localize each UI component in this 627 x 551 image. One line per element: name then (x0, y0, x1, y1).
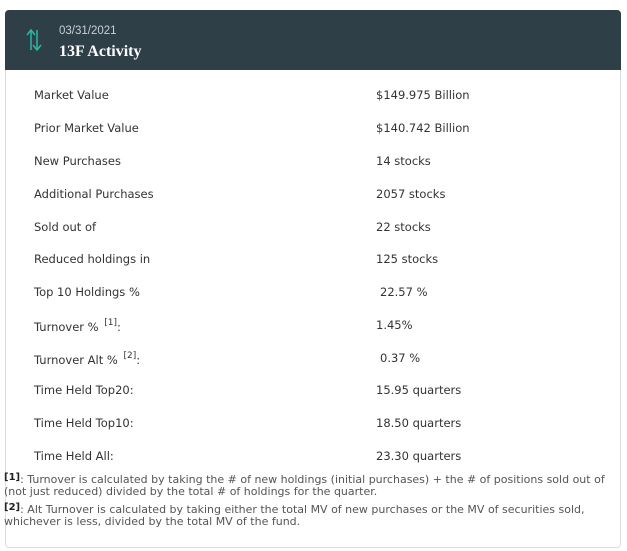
table-row (0, 218, 627, 238)
footnote-text: : Turnover is calculated by taking the # of new holdings (initial purchases) + the # of positions sold out of (not just reduced) divided by the total # of holdings for the quarter. (4, 473, 605, 498)
label-suffix: : (136, 353, 141, 367)
table-row (0, 447, 627, 467)
footnote-1 (4, 472, 616, 498)
row-value: 14 stocks (376, 154, 431, 168)
footnote-ref-1[interactable]: [1] (104, 318, 118, 328)
row-label: Time Held Top20: (34, 383, 134, 397)
footnote-2 (4, 502, 616, 528)
row-label: Market Value (34, 88, 109, 102)
row-value: 0.37 % (380, 351, 421, 365)
report-date: 03/31/2021 (59, 25, 117, 37)
footnote-text: : Alt Turnover is calculated by taking either the total MV of new purchases or the MV of securities sold, whichever is less, divided by the total MV of the fund. (4, 503, 585, 528)
row-label: Turnover Alt % (34, 353, 118, 367)
table-row (0, 86, 627, 106)
card-header (5, 10, 621, 70)
table-row (0, 250, 627, 270)
table-row (0, 381, 627, 401)
row-value: 23.30 quarters (376, 449, 462, 463)
page-title: 13F Activity (59, 43, 142, 60)
label-suffix: : (117, 320, 121, 334)
row-label-turnover (34, 318, 121, 334)
row-value: 22.57 % (380, 285, 428, 299)
table-row (0, 119, 627, 139)
row-value: 2057 stocks (376, 187, 446, 201)
footnotes (4, 472, 616, 532)
row-value: $140.742 Billion (376, 121, 470, 135)
sort-arrows-icon (23, 26, 45, 54)
footnote-marker: [2] (4, 502, 21, 513)
row-label: Time Held All: (34, 449, 114, 463)
table-row (0, 152, 627, 172)
table-row (0, 414, 627, 434)
row-label: Sold out of (34, 220, 97, 234)
row-label: Prior Market Value (34, 121, 139, 135)
table-row (0, 283, 627, 303)
table-row (0, 349, 627, 369)
row-value: 18.50 quarters (376, 416, 462, 430)
table-row (0, 316, 627, 336)
row-value: 15.95 quarters (376, 383, 462, 397)
footnote-ref-2[interactable]: [2] (123, 351, 137, 361)
row-label: Reduced holdings in (34, 252, 151, 266)
row-value: 125 stocks (376, 252, 439, 266)
row-label-turnover-alt (34, 351, 140, 367)
row-label: Time Held Top10: (34, 416, 134, 430)
row-label: Additional Purchases (34, 187, 154, 201)
table-row (0, 185, 627, 205)
row-value: 22 stocks (376, 220, 431, 234)
footnote-marker: [1] (4, 472, 21, 483)
row-value: 1.45% (376, 318, 413, 332)
row-label: New Purchases (34, 154, 121, 168)
row-value: $149.975 Billion (376, 88, 470, 102)
row-label: Top 10 Holdings % (34, 285, 140, 299)
row-label: Turnover % (34, 320, 99, 334)
